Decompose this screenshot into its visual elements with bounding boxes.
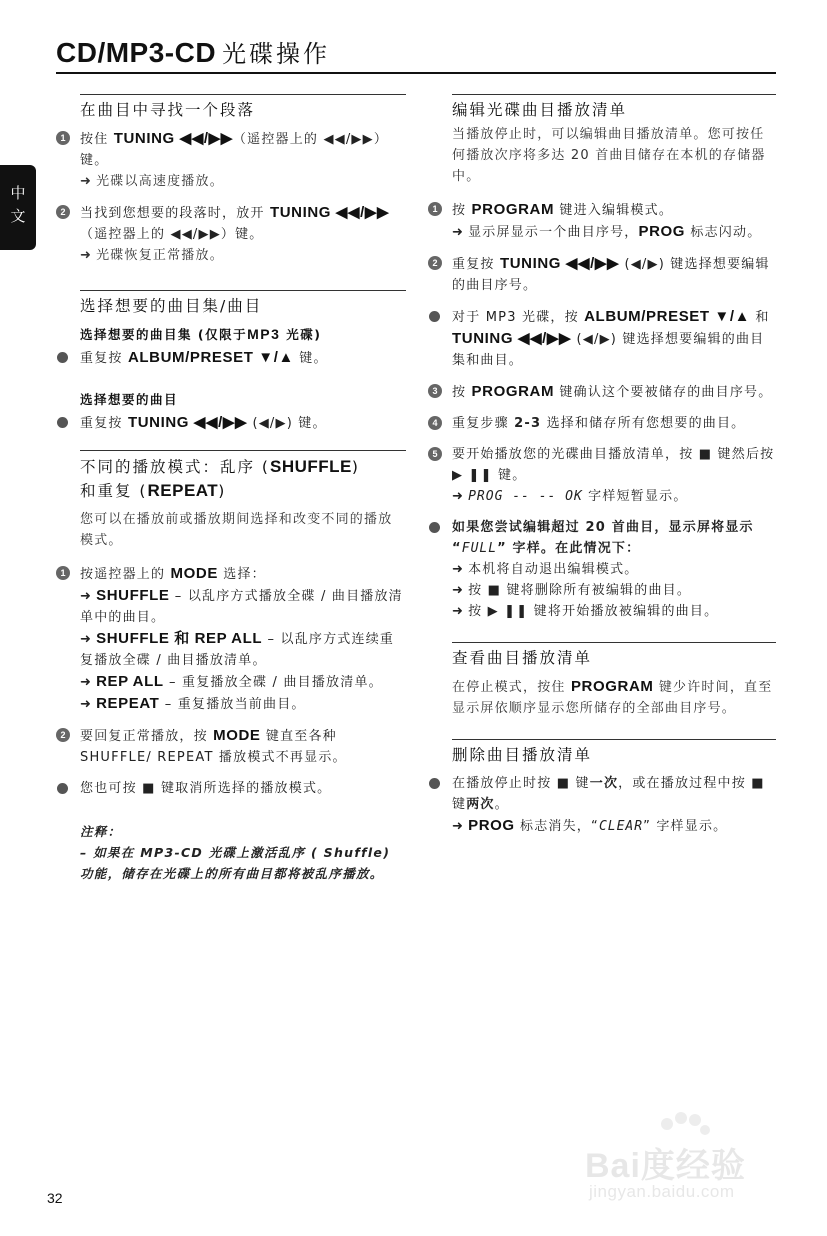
section-intro: 您可以在播放前或播放期间选择和改变不同的播放模式。 (80, 512, 393, 548)
step-text: 按住 (80, 132, 114, 147)
bullet-icon (57, 783, 68, 794)
bullet-text: 重复按 (80, 416, 128, 431)
bullet-text: (◀/▶) 键选择想要编辑的曲目集和曲目。 (452, 332, 765, 368)
step-item (428, 444, 776, 507)
baidu-watermark (585, 1110, 785, 1210)
bullet-icon (429, 522, 440, 533)
bullet-text: ，或在播放过程中按 ■ 键 (452, 776, 765, 812)
body-text: 键少许时间，直至显示屏依顺序显示您所储存的全部曲目序号。 (452, 680, 773, 716)
step-number-3: 3 (428, 384, 442, 398)
key-label: PROGRAM (570, 678, 654, 695)
watermark-url: jingyan.baidu.com (589, 1182, 735, 1201)
bullet-text: 。 (494, 797, 509, 812)
section-title-edit-program: 编辑光碟曲目播放清单 (452, 94, 776, 124)
language-tab: 中文 (0, 165, 36, 250)
display-readout: PROG -- -- OK (468, 489, 583, 504)
page-title-chinese: 光碟操作 (222, 40, 331, 68)
key-label: TUNING ◀◀/▶▶ (269, 204, 390, 221)
arrow-icon: ➜ (452, 819, 465, 834)
section-title-play-modes (80, 450, 406, 509)
step-item (56, 128, 406, 192)
bullet-item (428, 773, 776, 837)
right-column (428, 94, 776, 847)
step-text: （遥控器上的 ◀◀/▶▶）键。 (80, 227, 264, 242)
arrow-icon: ➜ (452, 225, 465, 240)
bullet-text: 对于 MP3 光碟，按 (452, 310, 585, 325)
mode-label: SHUFFLE 和 REP ALL (96, 630, 263, 647)
bullet-text: 键。 (293, 351, 328, 366)
title-text: ) (218, 482, 227, 500)
step-item (428, 253, 776, 296)
bullet-keyword: 20 (585, 520, 607, 535)
sub-keyword: MP3 (247, 326, 281, 342)
step-number-2: 2 (56, 728, 70, 742)
result-text: ” 字样显示。 (643, 819, 728, 834)
arrow-icon: ➜ (80, 675, 93, 690)
result-text: 光碟以高速度播放。 (96, 174, 224, 189)
result-text: 标志闪动。 (685, 225, 762, 240)
step-text: （遥控器上的 ◀◀/▶▶）键。 (80, 132, 389, 168)
mode-label: REP ALL (96, 673, 164, 690)
sub-text: 选择想要的曲目集 (仅限于 (80, 327, 248, 342)
bullet-keyword: 两次 (466, 797, 495, 812)
page-title (56, 34, 330, 69)
step-number-2: 2 (56, 205, 70, 219)
section-title-search: 在曲目中寻找一个段落 (80, 94, 406, 128)
key-label: TUNING ◀◀/▶▶ (113, 130, 233, 147)
bullet-text: 在播放停止时按 ■ 键 (452, 776, 590, 791)
step-number-1: 1 (56, 131, 70, 145)
result-text: 显示屏显示一个曲目序号， (468, 225, 639, 240)
arrow-icon: ➜ (80, 174, 93, 189)
result-text: 光碟恢复正常播放。 (96, 248, 224, 263)
section-title-select: 选择想要的曲目集/曲目 (80, 290, 406, 324)
bullet-text: 您也可按 ■ 键取消所选择的播放模式。 (80, 781, 332, 796)
arrow-icon: ➜ (80, 632, 93, 647)
result-text: 本机将自动退出编辑模式。 (468, 562, 639, 577)
result-line (452, 486, 776, 507)
step-text: 按 (452, 203, 472, 218)
step-number-2: 2 (428, 256, 442, 270)
step-item (428, 381, 776, 403)
subsection-title-track: 选择想要的曲目 (80, 392, 179, 407)
section-title-erase-program: 删除曲目播放清单 (452, 739, 776, 773)
subsection-title-album (80, 324, 406, 345)
title-keyword: REPEAT (147, 481, 219, 500)
section-title-review-program: 查看曲目播放清单 (452, 642, 776, 676)
display-readout: FULL (461, 541, 498, 556)
mode-option (80, 585, 406, 628)
key-label: ALBUM/PRESET ▼/▲ (584, 308, 751, 325)
step-text: 重复步骤 (452, 416, 515, 431)
bullet-icon (57, 417, 68, 428)
key-label: TUNING ◀◀/▶▶ (127, 414, 248, 431)
step-item (428, 199, 776, 243)
result-line (452, 601, 776, 622)
section-body (452, 676, 776, 719)
step-keyword: 2-3 (514, 416, 542, 431)
step-item (56, 202, 406, 266)
key-label: MODE (213, 727, 261, 744)
key-label: ALBUM/PRESET ▼/▲ (127, 349, 294, 366)
key-label: MODE (170, 565, 218, 582)
step-text: 按 (452, 385, 472, 400)
bullet-item (428, 306, 776, 371)
step-number-1: 1 (56, 566, 70, 580)
arrow-icon: ➜ (80, 697, 93, 712)
watermark-text: Bai度经验 (585, 1147, 746, 1185)
section-intro: 当播放停止时，可以编辑曲目播放清单。您可按任何播放次序将多达 20 首曲目储存在本机的存储器中。 (452, 127, 766, 184)
bullet-icon (429, 311, 440, 322)
step-number-1: 1 (428, 202, 442, 216)
key-label: TUNING ◀◀/▶▶ (452, 330, 572, 347)
page-title-latin: CD/MP3-CD (56, 37, 217, 68)
title-text: 不同的播放模式：乱序 ( (80, 458, 270, 476)
step-text: 选择和储存所有您想要的曲目。 (541, 416, 746, 431)
arrow-icon: ➜ (452, 489, 465, 504)
step-text: 选择： (217, 567, 266, 582)
arrow-icon: ➜ (80, 589, 93, 604)
bullet-item (428, 517, 776, 622)
mode-option (80, 628, 406, 671)
step-text: 键确认这个要被储存的曲目序号。 (554, 385, 773, 400)
mode-option (80, 693, 406, 715)
body-text: 在停止模式，按住 (452, 680, 571, 695)
mode-text: – 以乱序方式连续重复播放全碟 / 曲目播放清单。 (80, 632, 395, 668)
arrow-icon: ➜ (80, 248, 93, 263)
arrow-icon: ➜ (452, 604, 465, 619)
key-label: PROG (638, 223, 686, 240)
note-title: 注释： (80, 824, 122, 839)
step-text: 当找到您想要的段落时，放开 (80, 206, 270, 221)
step-text: (◀/▶) 键选择想要编辑的曲目序号。 (452, 257, 770, 293)
step-text: 重复按 (452, 257, 500, 272)
mode-text: – 重复播放全碟 / 曲目播放清单。 (163, 675, 383, 690)
mode-label: REPEAT (96, 695, 160, 712)
arrow-icon: ➜ (452, 562, 465, 577)
result-line (80, 245, 406, 266)
step-text: 要开始播放您的光碟曲目播放清单，按 ■ 键然后按 ▶ ❚❚ 键。 (452, 447, 775, 483)
bullet-text: 重复按 (80, 351, 128, 366)
bullet-item (56, 778, 406, 799)
bullet-text: 和 (750, 310, 770, 325)
step-text: 要回复正常播放，按 (80, 729, 214, 744)
arrow-icon: ➜ (452, 583, 465, 598)
result-line (80, 171, 406, 192)
title-text: ) (351, 458, 360, 476)
result-text: 按 ■ 键将删除所有被编辑的曲目。 (468, 583, 692, 598)
result-text: 字样短暂显示。 (582, 489, 688, 504)
mode-text: – 重复播放当前曲目。 (159, 697, 306, 712)
result-line (452, 815, 776, 837)
bullet-icon (57, 352, 68, 363)
step-item (56, 563, 406, 715)
step-number-5: 5 (428, 447, 442, 461)
bullet-keyword: 一次 (589, 776, 619, 791)
step-text: 按遥控器上的 (80, 567, 171, 582)
key-label: PROGRAM (471, 201, 555, 218)
title-keyword: SHUFFLE (269, 457, 352, 476)
step-item (56, 725, 406, 768)
step-text: 键进入编辑模式。 (554, 203, 674, 218)
step-text: 键直至各种 SHUFFLE/ REPEAT 播放模式不再显示。 (80, 729, 347, 765)
step-number-4: 4 (428, 416, 442, 430)
left-column (56, 94, 406, 884)
step-item (428, 413, 776, 434)
bullet-text: 如果您尝试编辑超过 (452, 520, 586, 535)
bullet-item (56, 412, 406, 434)
bullet-text: ” 字样。在此情况下： (497, 541, 641, 556)
key-label: PROGRAM (471, 383, 555, 400)
page-number: 32 (47, 1190, 63, 1206)
key-label: PROG (468, 817, 515, 834)
result-line (452, 221, 776, 243)
mode-option (80, 671, 406, 693)
result-line (452, 559, 776, 580)
bullet-text: (◀/▶) 键。 (247, 416, 327, 431)
sub-text: 光碟) (280, 327, 322, 342)
key-label: TUNING ◀◀/▶▶ (499, 255, 620, 272)
note-body: – 如果在 MP3-CD 光碟上激活乱序 ( Shuffle) 功能，储存在光碟上的所有曲目都将被乱序播放。 (80, 845, 391, 881)
result-text: 按 ▶ ❚❚ 键将开始播放被编辑的曲目。 (468, 604, 719, 619)
bullet-item (56, 347, 406, 369)
title-rule (56, 72, 776, 74)
result-line (452, 580, 776, 601)
bullet-icon (429, 778, 440, 789)
display-readout: CLEAR (598, 819, 644, 834)
title-text: 和重复 ( (80, 482, 148, 500)
result-text: 标志消失，“ (514, 819, 599, 834)
bullet-text: 首曲目，显示屏将显示 “ (452, 520, 754, 556)
mode-label: SHUFFLE (96, 587, 170, 604)
mode-text: – 以乱序方式播放全碟 / 曲目播放清单中的曲目。 (80, 589, 403, 625)
